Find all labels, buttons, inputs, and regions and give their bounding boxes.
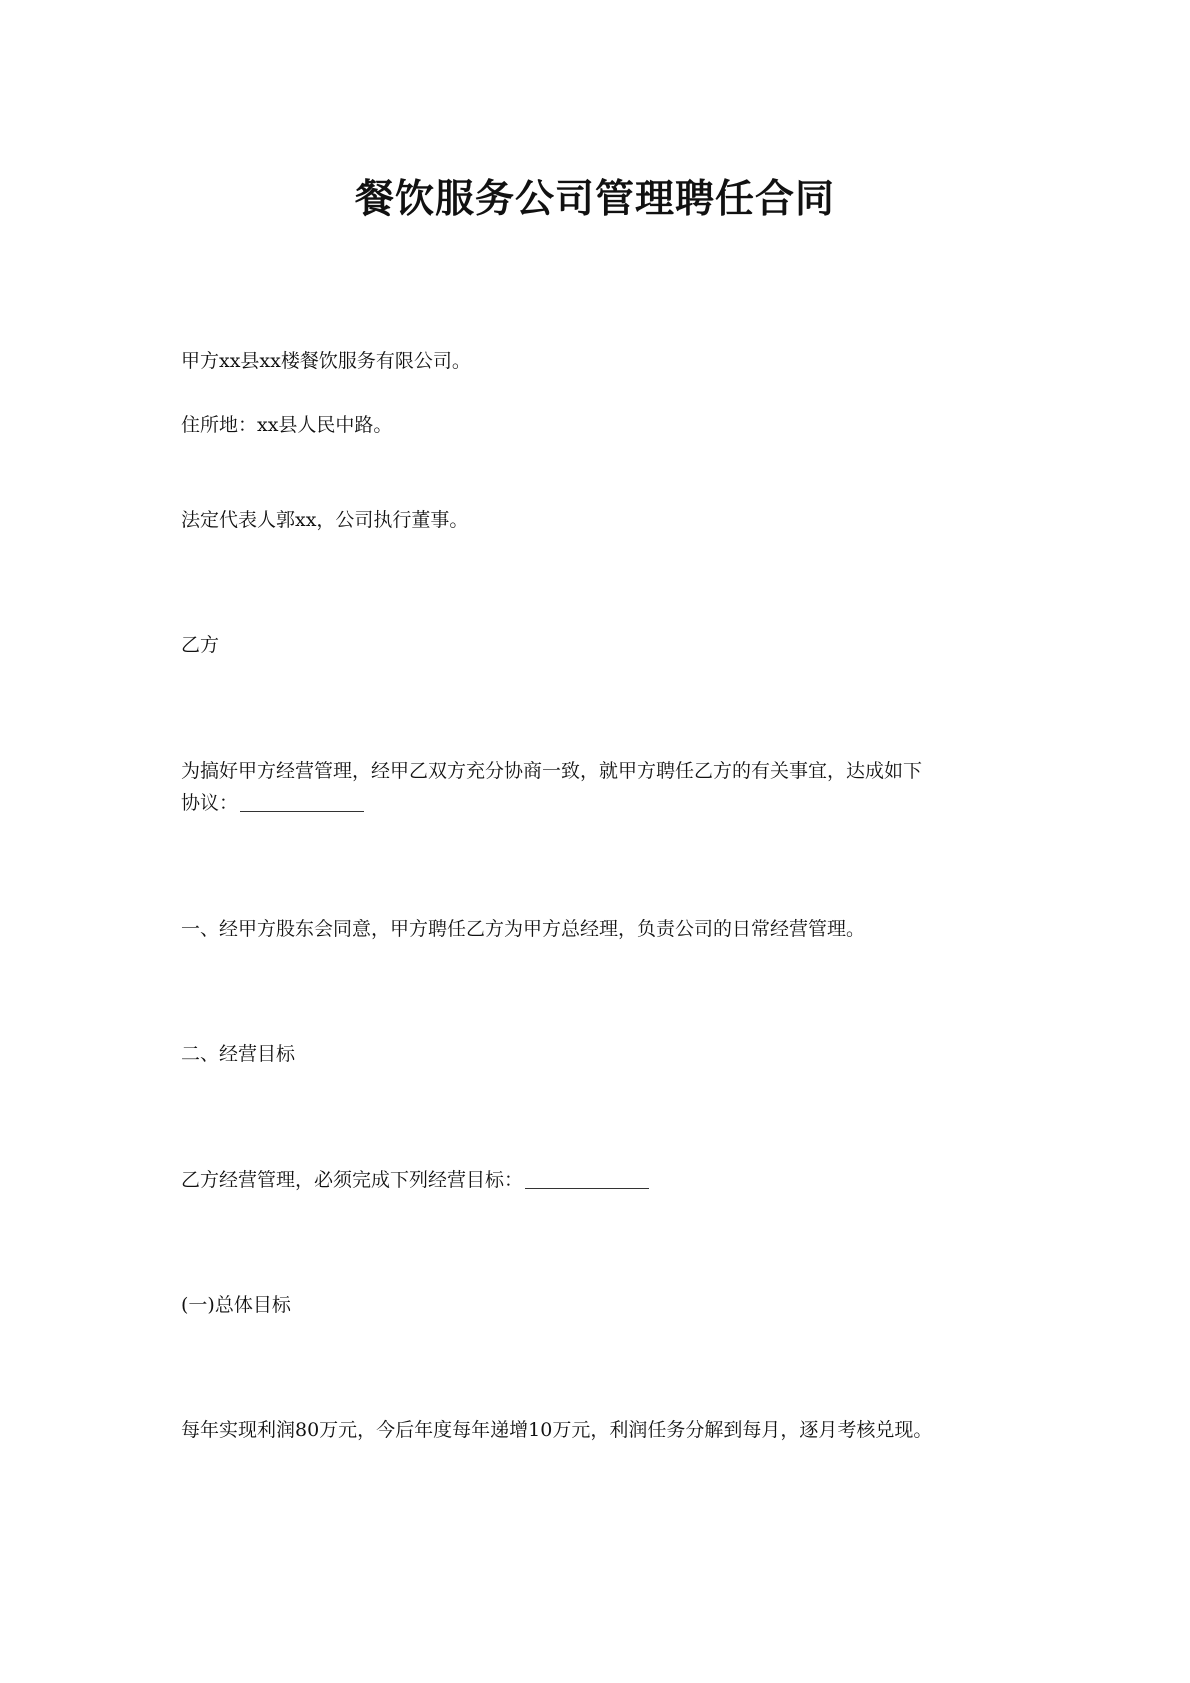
sub-heading-overall-target: (一)总体目标 xyxy=(181,1294,291,1316)
fill-in-blank xyxy=(525,1168,649,1189)
party-b-line: 乙方 xyxy=(181,634,220,656)
fill-in-blank xyxy=(240,791,364,812)
targets-intro-text: 乙方经营管理，必须完成下列经营目标： xyxy=(181,1169,524,1191)
intro-paragraph xyxy=(181,755,1017,819)
intro-line-1: 为搞好甲方经营管理，经甲乙双方充分协商一致，就甲方聘任乙方的有关事宜，达成如下 xyxy=(181,760,923,782)
document-title: 餐饮服务公司管理聘任合同 xyxy=(354,177,835,222)
targets-intro-line xyxy=(181,1164,1017,1196)
clause-1: 一、经甲方股东会同意，甲方聘任乙方为甲方总经理，负责公司的日常经营管理。 xyxy=(181,918,866,940)
legal-representative-line: 法定代表人郭xx，公司执行董事。 xyxy=(181,509,469,531)
address-line: 住所地：xx县人民中路。 xyxy=(181,414,393,436)
party-a-line: 甲方xx县xx楼餐饮服务有限公司。 xyxy=(181,350,471,372)
intro-line-2 xyxy=(181,787,1017,819)
intro-line-2-text: 协议： xyxy=(181,792,239,814)
overall-target-text: 每年实现利润80万元，今后年度每年递增10万元，利润任务分解到每月，逐月考核兑现。 xyxy=(181,1419,933,1441)
clause-2-heading: 二、经营目标 xyxy=(181,1043,296,1065)
